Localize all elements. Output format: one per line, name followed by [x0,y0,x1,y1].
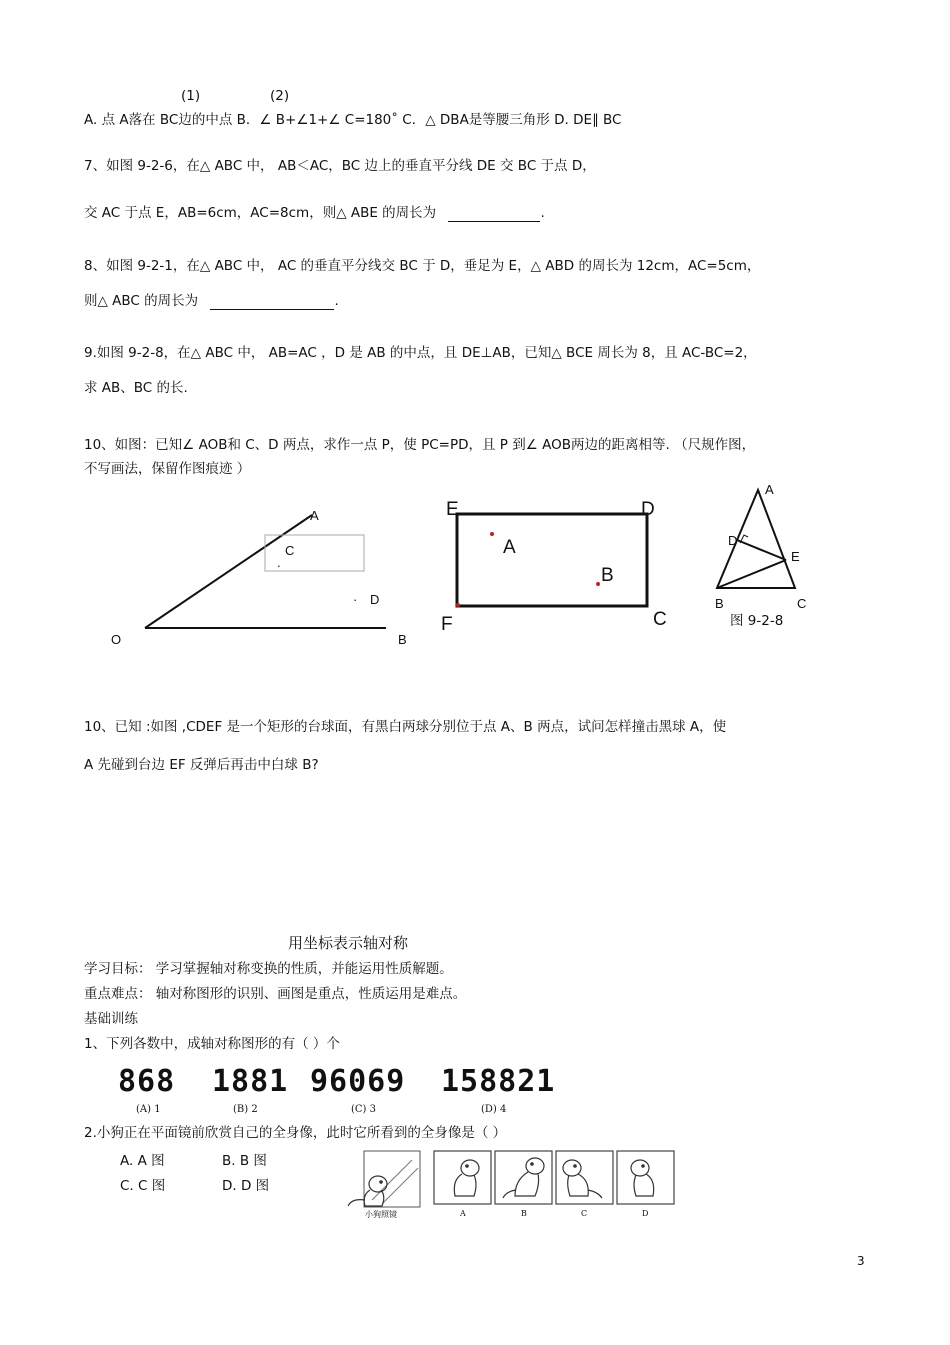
q10-line2: 不写画法，保留作图痕迹 ） [84,461,251,477]
q8-line2-text: 则△ ABC 的周长为 [84,293,199,309]
q9-line2: 求 AB、BC 的长. [84,380,188,396]
label-f: F [441,614,453,635]
learning-goal: 学习目标： 学习掌握轴对称变换的性质，并能运用性质解题。 [84,961,453,977]
tri-label-e: E [791,549,800,564]
q7-line1: 7、如图 9-2-6，在△ ABC 中， AB＜AC，BC 边上的垂直平分线 DE 交 BC 于点 D， [84,158,596,174]
label-b: B [398,632,407,647]
q6-options: A. 点 A落在 BC边的中点 B．∠ B+∠1+∠ C=180˚ C．△ DBA是等腰三角形 D. DE∥ BC [84,112,622,128]
q2-stem: 2.小狗正在平面镜前欣赏自己的全身像，此时它所看到的全身像是（ ） [84,1125,507,1141]
q7-line2-text: 交 AC 于点 E，AB=6cm，AC=8cm，则△ ABE 的周长为 [84,205,437,221]
dog-option-b [495,1151,552,1204]
tri-label-a: A [765,482,774,497]
mirror-frame [364,1151,420,1207]
q10b-line2: A 先碰到台边 EF 反弹后再击中白球 B? [84,757,319,773]
q7-end: . [540,205,545,221]
dog-option-a [434,1151,491,1204]
tri-label-d: D [728,533,738,548]
q10b-line1: 10、已知 :如图 ,CDEF 是一个矩形的台球面，有黑白两球分别位于点 A、B 两点，试问怎样撞击黑球 A，使 [84,719,727,735]
q2-option-b: B. B 图 [222,1153,267,1169]
caption-c: (C) 3 [351,1104,376,1115]
section-title: 用坐标表示轴对称 [288,934,409,952]
label-c: C [285,543,295,558]
basic-training: 基础训练 [84,1011,138,1027]
point-c-dot: . [277,555,281,570]
label-d-rect: D [641,499,655,520]
label-e: E [446,499,459,520]
number-b: 1881 [212,1064,289,1099]
caption-d: (D) 4 [481,1104,507,1115]
dog-caption-main: 小狗照镜 [365,1210,397,1219]
q9-line1: 9.如图 9-2-8，在△ ABC 中， AB=AC ，D 是 AB 的中点，且 DE⊥AB，已知△ BCE 周长为 8，且 AC-BC=2， [84,345,757,361]
point-d-dot: · [353,592,358,607]
dog-caption-c: C [581,1209,588,1218]
caption-b: (B) 2 [233,1104,258,1115]
q2-option-c: C. C 图 [120,1178,166,1194]
figure-caption: 图 9-2-8 [730,613,784,629]
label-c-rect: C [653,609,667,630]
label-o: O [111,632,122,647]
number-c: 96069 [310,1064,406,1099]
figure-label-2: (2) [270,88,290,104]
observing-dog [348,1176,387,1206]
q10-line1: 10、如图：已知∠ AOB和 C、D 两点，求作一点 P，使 PC=PD，且 P 到∠ AOB两边的距离相等. （尺规作图， [84,437,756,453]
q1-stem: 1、下列各数中，成轴对称图形的有（ ）个 [84,1036,340,1052]
q2-option-d: D. D 图 [222,1178,270,1194]
key-difficulty: 重点难点： 轴对称图形的识别、画图是重点，性质运用是难点。 [84,986,467,1002]
dog-caption-a: A [460,1209,466,1218]
tri-label-c: C [797,596,807,611]
page-number: 3 [857,1254,865,1268]
dog-caption-d: D [642,1209,649,1218]
caption-a: (A) 1 [136,1104,161,1115]
figure-label-1: (1) [181,88,201,104]
dog-option-c [556,1151,613,1204]
tri-label-b: B [715,596,724,611]
q8-end: . [334,293,339,309]
label-a: A [310,508,319,523]
dog-option-d [617,1151,674,1204]
label-ball-a: A [503,537,516,558]
q2-option-a: A. A 图 [120,1153,165,1169]
label-d: D [370,592,380,607]
q8-line1: 8、如图 9-2-1，在△ ABC 中， AC 的垂直平分线交 BC 于 D，垂足为 E，△ ABD 的周长为 12cm，AC=5cm， [84,258,761,274]
dog-caption-b: B [521,1209,527,1218]
label-ball-b: B [601,565,614,586]
number-d: 158821 [441,1064,556,1099]
number-a: 868 [118,1064,176,1099]
